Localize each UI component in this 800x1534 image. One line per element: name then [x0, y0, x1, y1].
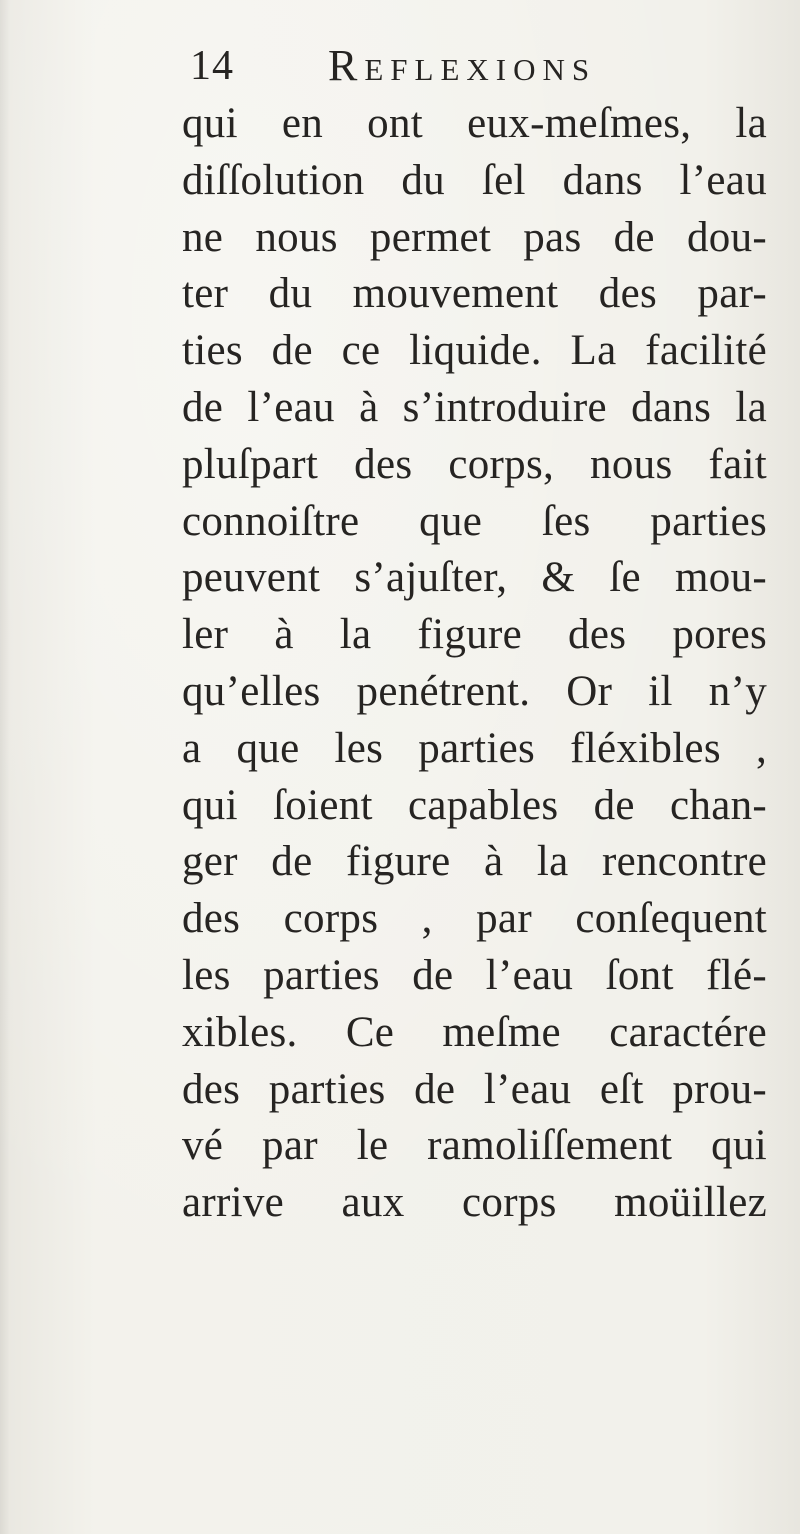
text-line: ne nous permet pas de dou-: [182, 213, 767, 261]
running-title: Reflexions: [328, 41, 597, 90]
running-head: [190, 38, 750, 94]
text-line: a que les parties fléxibles ,: [182, 724, 767, 772]
text-line: ger de figure à la rencontre: [182, 838, 767, 886]
text-line: peuvent s’ajuſter, & ſe mou-: [182, 554, 767, 602]
text-line: des corps , par conſequent: [182, 895, 767, 943]
page-number: 14: [190, 43, 234, 89]
text-line: qui en ont eux-meſmes, la: [182, 100, 767, 147]
text-line: pluſpart des corps, nous fait: [182, 440, 767, 488]
body-text: [182, 96, 767, 1232]
text-line: les parties de l’eau ſont flé-: [182, 951, 767, 999]
text-line: vé par le ramoliſſement qui: [182, 1122, 767, 1170]
text-line: des parties de l’eau eſt prou-: [182, 1065, 767, 1113]
text-line: diſſolution du ſel dans l’eau: [182, 156, 767, 204]
text-line: ter du mouvement des par-: [182, 270, 767, 318]
text-line: qui ſoient capables de chan-: [182, 781, 767, 829]
page-edge-shadow: [0, 0, 10, 1534]
text-line: qu’elles penétrent. Or il n’y: [182, 667, 767, 715]
text-line: ties de ce liquide. La facilité: [182, 327, 767, 375]
text-line: de l’eau à s’introduire dans la: [182, 383, 767, 431]
text-line: connoiſtre que ſes parties: [182, 497, 767, 545]
text-line: arrive aux corps moüillez: [182, 1179, 767, 1227]
text-line: xibles. Ce meſme caractére: [182, 1008, 767, 1056]
text-line: ler à la figure des pores: [182, 611, 767, 659]
